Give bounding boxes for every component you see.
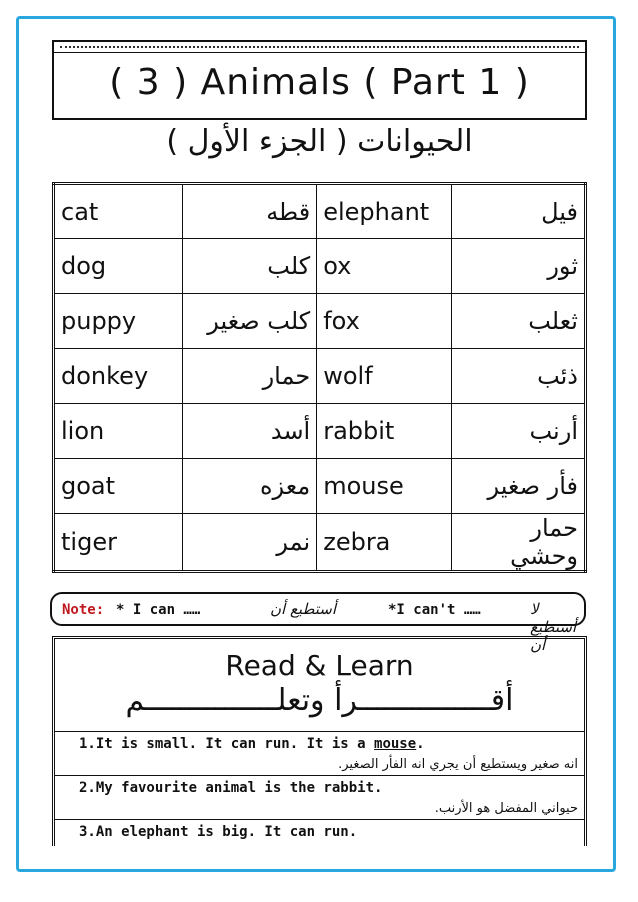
table-row [54, 404, 586, 459]
sentence-row [55, 819, 584, 850]
sentence-row [55, 731, 584, 776]
word-english: mouse [317, 459, 452, 514]
sentence-english: 1.It is small. It can run. It is a mouse. [79, 736, 425, 752]
sentence-arabic: حيواني المفضل هو الأرنب. [434, 801, 578, 816]
word-english: lion [54, 404, 183, 459]
note-i-can-arabic: أستطيع أن [270, 600, 337, 618]
word-arabic: أرنب [451, 404, 585, 459]
word-arabic: معزه [183, 459, 317, 514]
word-arabic: ذئب [451, 349, 585, 404]
word-arabic: ثعلب [451, 294, 585, 349]
sentence-english: 2.My favourite animal is the rabbit. [79, 780, 383, 796]
word-arabic: حمار [183, 349, 317, 404]
table-row [54, 514, 586, 572]
note-label: Note: [62, 602, 105, 618]
title-separator [54, 52, 585, 53]
word-arabic: فيل [451, 184, 585, 239]
word-english: dog [54, 239, 183, 294]
word-english: zebra [317, 514, 452, 572]
word-english: cat [54, 184, 183, 239]
word-english: elephant [317, 184, 452, 239]
note-i-cant: *I can't …… [388, 602, 481, 618]
table-row [54, 239, 586, 294]
word-arabic: ثور [451, 239, 585, 294]
word-arabic: حمار وحشي [451, 514, 585, 572]
lesson-title-english: ( 3 ) Animals ( Part 1 ) [109, 62, 530, 103]
word-english: goat [54, 459, 183, 514]
note-i-cant-arabic: لا أستطيع أن [530, 600, 577, 654]
word-arabic: أسد [183, 404, 317, 459]
word-english: ox [317, 239, 452, 294]
word-english: donkey [54, 349, 183, 404]
table-row [54, 349, 586, 404]
read-learn-heading: Read & Learn [225, 649, 414, 682]
title-box [52, 40, 587, 120]
word-english: tiger [54, 514, 183, 572]
sentence-english: 3.An elephant is big. It can run. [79, 824, 358, 840]
read-learn-heading-arabic: أقـــــــــــــــرأ وتعلـــــــــــــــم [125, 683, 514, 718]
word-arabic: كلب صغير [183, 294, 317, 349]
word-english: rabbit [317, 404, 452, 459]
sentence-arabic: انه صغير ويستطيع أن يجري انه الفأر الصغير. [338, 757, 578, 772]
table-row [54, 459, 586, 514]
word-arabic: نمر [183, 514, 317, 572]
name-dotted-line [60, 46, 579, 48]
word-english: puppy [54, 294, 183, 349]
word-arabic: كلب [183, 239, 317, 294]
word-english: fox [317, 294, 452, 349]
table-row [54, 294, 586, 349]
sentence-row [55, 775, 584, 820]
read-learn-section [52, 636, 587, 846]
word-arabic: فأر صغير [451, 459, 585, 514]
table-row [54, 184, 586, 239]
vocabulary-table [52, 182, 587, 573]
lesson-title-arabic: الحيوانات ( الجزء الأول ) [166, 124, 473, 159]
note-box [50, 592, 586, 654]
word-arabic: قطه [183, 184, 317, 239]
word-english: wolf [317, 349, 452, 404]
note-i-can: * I can …… [116, 602, 201, 618]
